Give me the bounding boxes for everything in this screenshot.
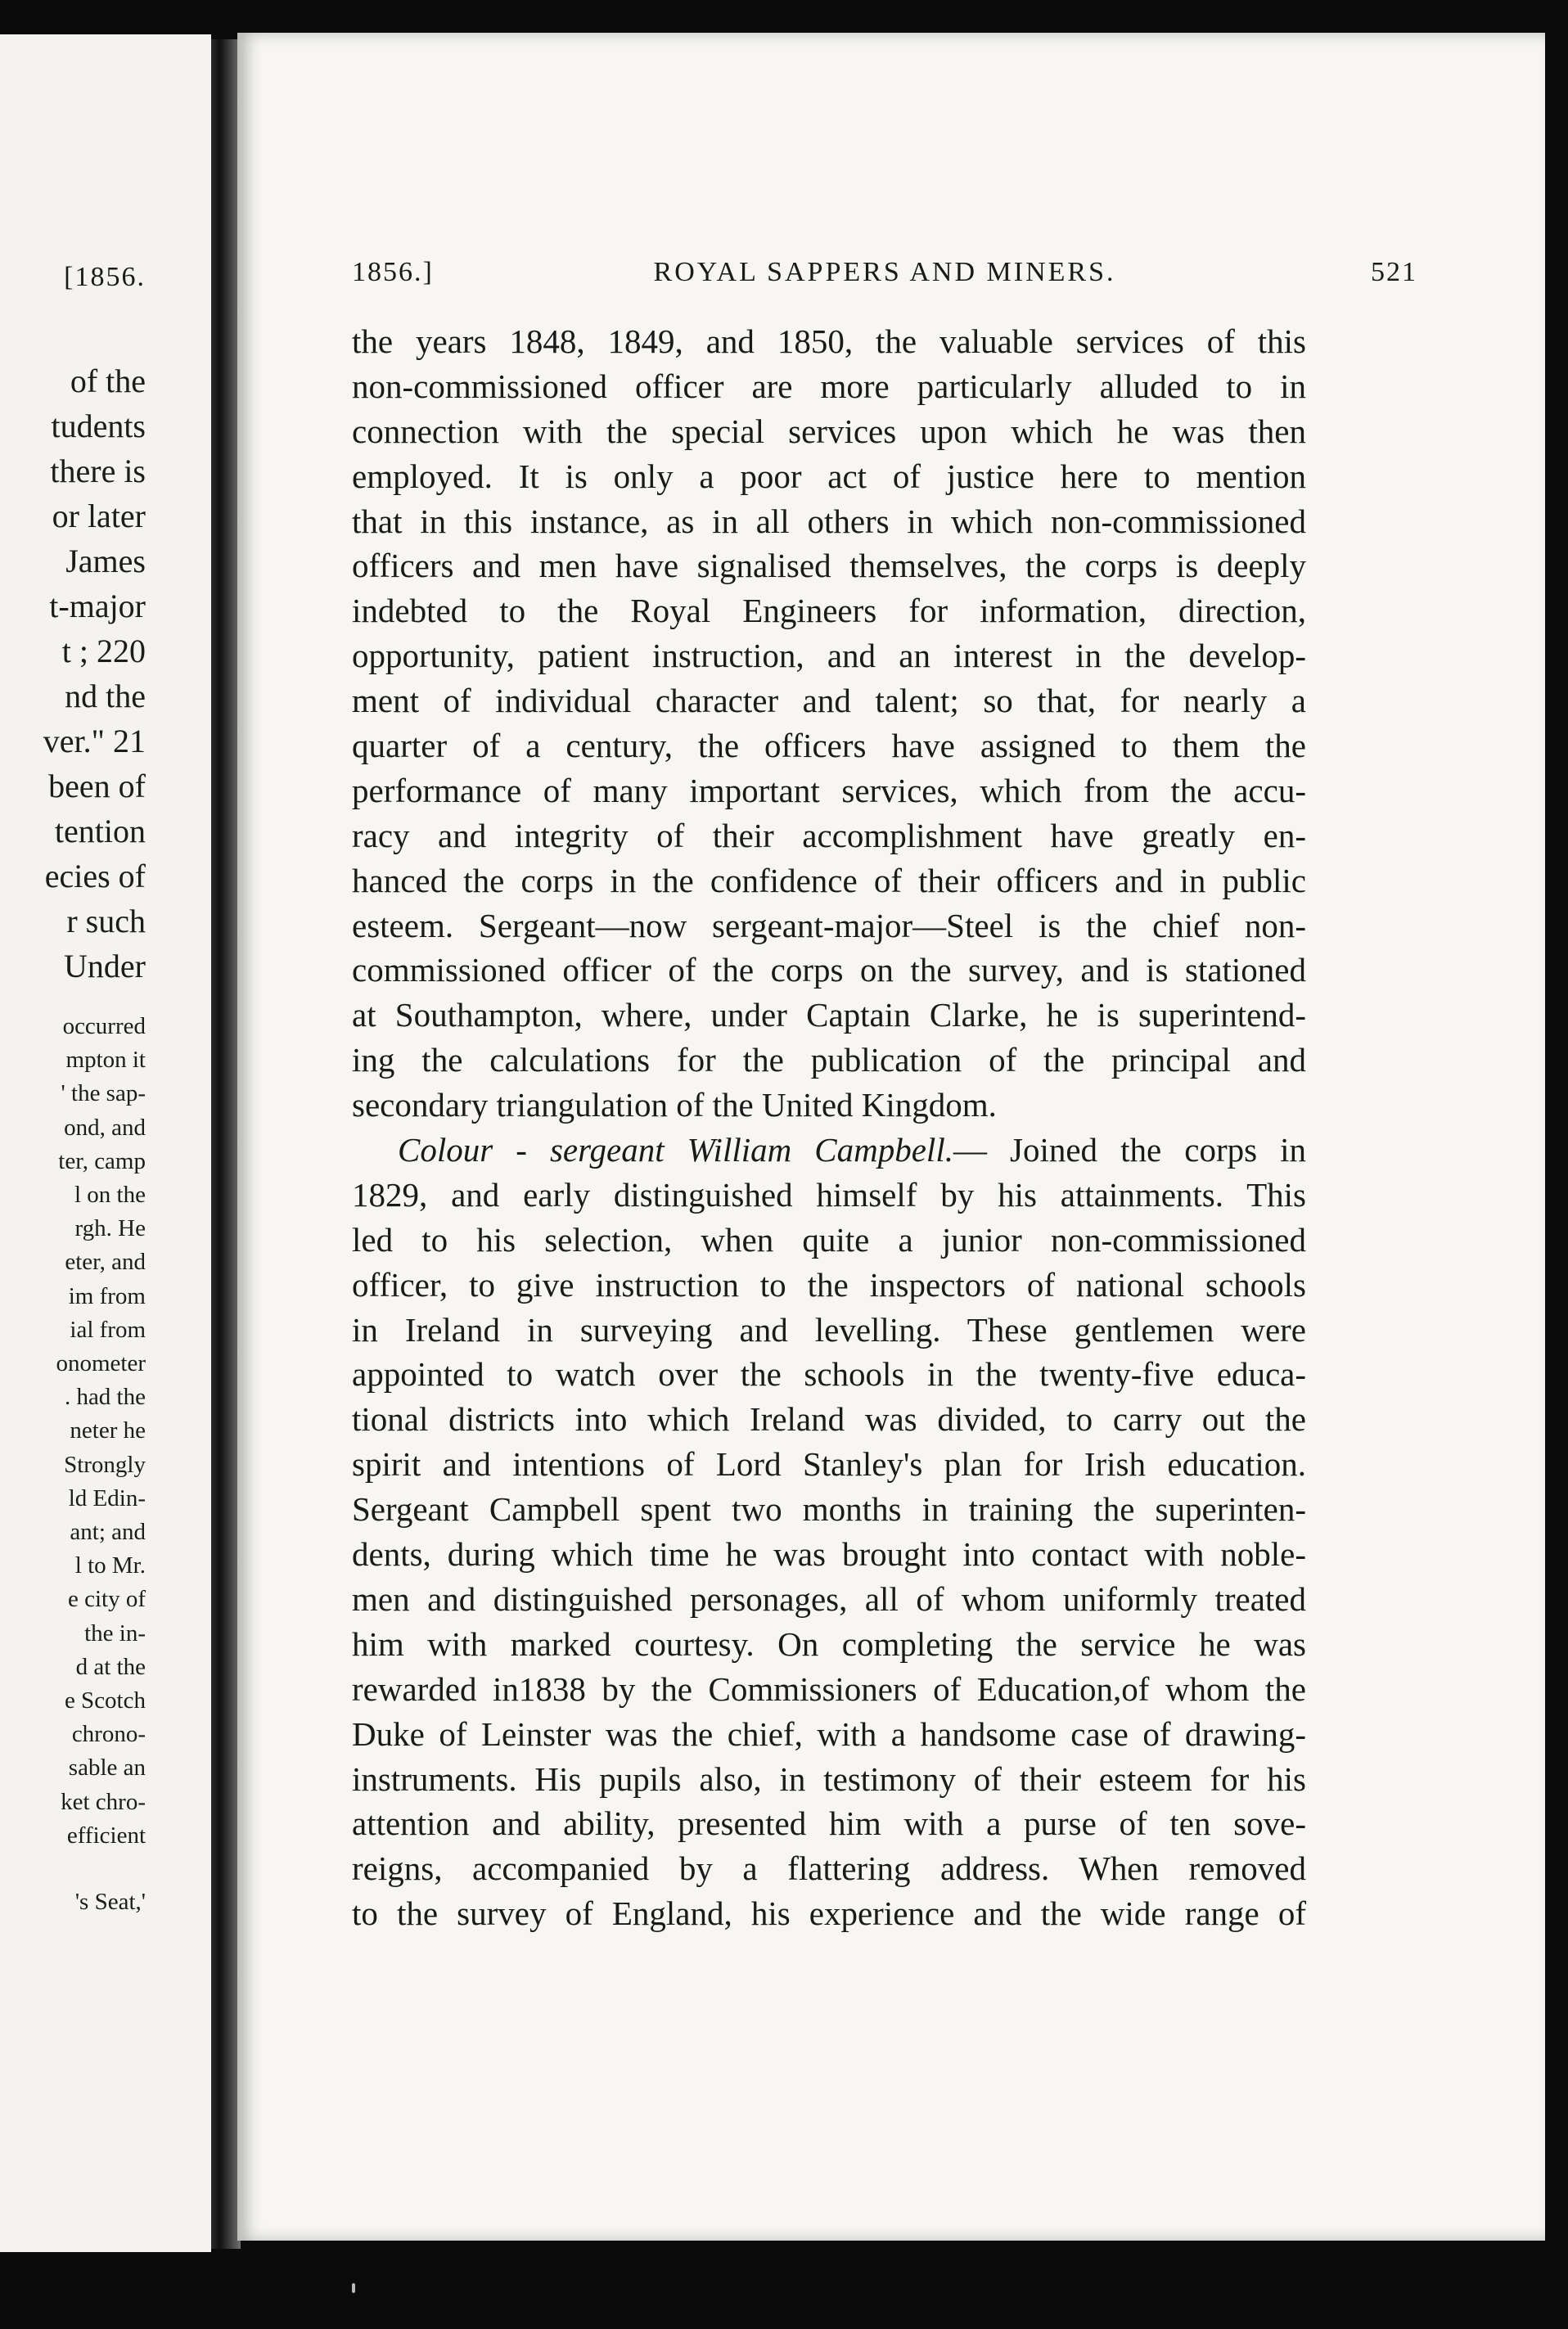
section-heading-campbell: Colour - sergeant William Campbell.	[398, 1131, 953, 1169]
paragraph-campbell	[352, 1128, 1306, 1936]
left-page-footnote-line: ket chro-	[61, 1788, 146, 1815]
text-line: instruments. His pupils also, in testimony of their esteem for his	[352, 1759, 1306, 1798]
left-page-footnote-line: 's Seat,'	[74, 1889, 146, 1915]
scan-speck	[352, 2283, 355, 2293]
left-page-line: ecies of	[44, 858, 146, 894]
left-page-footnote-line: ant; and	[70, 1519, 146, 1545]
text-line: rewarded in1838 by the Commissioners of Education,of whom the	[352, 1669, 1306, 1708]
text-line: non-commissioned officer are more particularly alluded to in	[352, 367, 1306, 405]
text-line: men and distinguished personages, all of whom uniformly treated	[352, 1579, 1306, 1618]
left-facing-page	[0, 34, 211, 2252]
left-page-footnote-line: mpton it	[65, 1047, 146, 1074]
left-page-footnote-line: l on the	[74, 1182, 146, 1208]
text-line: officers and men have signalised themselves, the corps is deeply	[352, 547, 1306, 585]
text-line: employed. It is only a poor act of justice here to mention	[352, 457, 1306, 495]
paragraph-steel	[352, 319, 1306, 1128]
text-line	[352, 1128, 1306, 1173]
left-page-footnote-line: eter, and	[65, 1249, 146, 1276]
text-line: that in this instance, as in all others in which non-commissioned	[352, 502, 1306, 540]
left-page-footnote-line: e city of	[67, 1586, 146, 1613]
left-page-footnote-line: ter, camp	[58, 1147, 146, 1174]
text-line: ment of individual character and talent; so that, for nearly a	[352, 682, 1306, 720]
text-line: secondary triangulation of the United Kingdom.	[352, 1086, 997, 1124]
text-line: at Southampton, where, under Captain Clarke, he is superintend-	[352, 996, 1306, 1034]
left-page-line: r such	[66, 903, 146, 939]
text-line: to the survey of England, his experience and the wide range of	[352, 1894, 1306, 1933]
left-page-running-head: [1856.	[64, 262, 146, 292]
left-page-line: there is	[50, 453, 146, 489]
left-page-footnote-line: . had the	[64, 1384, 146, 1411]
text-line: Duke of Leinster was the chief, with a handsome case of drawing-	[352, 1714, 1306, 1753]
body-text	[352, 319, 1306, 1936]
left-page-footnote-line: efficient	[66, 1822, 146, 1849]
left-page-footnote-line: neter he	[70, 1417, 146, 1444]
left-page-line: tudents	[51, 408, 146, 444]
text-line: opportunity, patient instruction, and an interest in the develop-	[352, 637, 1306, 675]
left-page-line: of the	[70, 363, 146, 399]
left-page-footnote-line: ial from	[70, 1316, 146, 1343]
page-number: 521	[1371, 257, 1417, 287]
text-line: hanced the corps in the confidence of their officers and in public	[352, 861, 1306, 899]
left-page-line: James	[65, 543, 146, 579]
left-page-line: tention	[54, 813, 146, 849]
book-gutter	[211, 39, 241, 2249]
text-line: tional districts into which Ireland was divided, to carry out the	[352, 1400, 1306, 1439]
text-line: officer, to give instruction to the inspectors of national schools	[352, 1265, 1306, 1304]
left-page-footnote-line: chrono-	[71, 1721, 146, 1748]
right-page	[237, 33, 1545, 2241]
text-line: 1829, and early distinguished himself by his attainments. This	[352, 1175, 1306, 1214]
left-page-line: been of	[48, 768, 146, 804]
text-line: indebted to the Royal Engineers for information, direction,	[352, 592, 1306, 630]
left-page-footnote-line: onometer	[56, 1350, 146, 1376]
running-head-year: 1856.]	[352, 257, 434, 287]
left-page-line: Under	[64, 948, 146, 984]
text-line: dents, during which time he was brought into contact with noble-	[352, 1535, 1306, 1574]
left-page-footnote-line: Strongly	[64, 1451, 146, 1478]
left-page-line: t-major	[49, 588, 146, 624]
left-page-footnote-line: ond, and	[64, 1114, 146, 1141]
text-line: spirit and intentions of Lord Stanley's plan for Irish education.	[352, 1445, 1306, 1484]
left-page-line: ver." 21	[43, 723, 146, 759]
text-line: appointed to watch over the schools in the twenty-five educa-	[352, 1355, 1306, 1394]
running-head-title: ROYAL SAPPERS AND MINERS.	[653, 257, 1116, 287]
left-page-footnote-line: im from	[68, 1282, 146, 1309]
text-line: the years 1848, 1849, and 1850, the valuable services of this	[352, 322, 1306, 360]
text-line: attention and ability, presented him with a purse of ten sove-	[352, 1804, 1306, 1843]
text-line: him with marked courtesy. On completing the service he was	[352, 1624, 1306, 1663]
text-line: quarter of a century, the officers have assigned to them the	[352, 727, 1306, 765]
text-line: ing the calculations for the publication of the principal and	[352, 1041, 1306, 1079]
text-line-rest: — Joined the corps in	[953, 1131, 1306, 1169]
text-line: Sergeant Campbell spent two months in training the superinten-	[352, 1490, 1306, 1529]
left-page-footnote-line: rgh. He	[74, 1215, 146, 1242]
left-page-line: nd the	[65, 678, 146, 714]
text-line: esteem. Sergeant—now sergeant-major—Steel is the chief non-	[352, 906, 1306, 944]
left-page-footnote-line: the in-	[84, 1619, 146, 1647]
left-page-footnote-line: ld Edin-	[68, 1484, 146, 1511]
left-page-footnote-line: occurred	[62, 1013, 146, 1039]
text-line: commissioned officer of the corps on the survey, and is stationed	[352, 951, 1306, 989]
left-page-footnote-line: e Scotch	[64, 1687, 146, 1714]
text-line: connection with the special services upon which he was then	[352, 412, 1306, 450]
text-line: led to his selection, when quite a junior non-commissioned	[352, 1220, 1306, 1259]
left-page-footnote-line: sable an	[68, 1755, 146, 1782]
left-page-footnote-line: d at the	[75, 1653, 146, 1680]
text-line: racy and integrity of their accomplishment have greatly en-	[352, 816, 1306, 854]
text-line: performance of many important services, which from the accu-	[352, 771, 1306, 809]
running-head	[352, 257, 1417, 293]
left-page-footnote-line: ' the sap-	[61, 1080, 146, 1107]
left-page-line: or later	[52, 498, 146, 534]
left-page-line: t ; 220	[61, 633, 146, 669]
text-line: in Ireland in surveying and levelling. These gentlemen were	[352, 1310, 1306, 1349]
left-page-footnote-line: l to Mr.	[74, 1552, 146, 1579]
text-line: reigns, accompanied by a flattering address. When removed	[352, 1849, 1306, 1888]
